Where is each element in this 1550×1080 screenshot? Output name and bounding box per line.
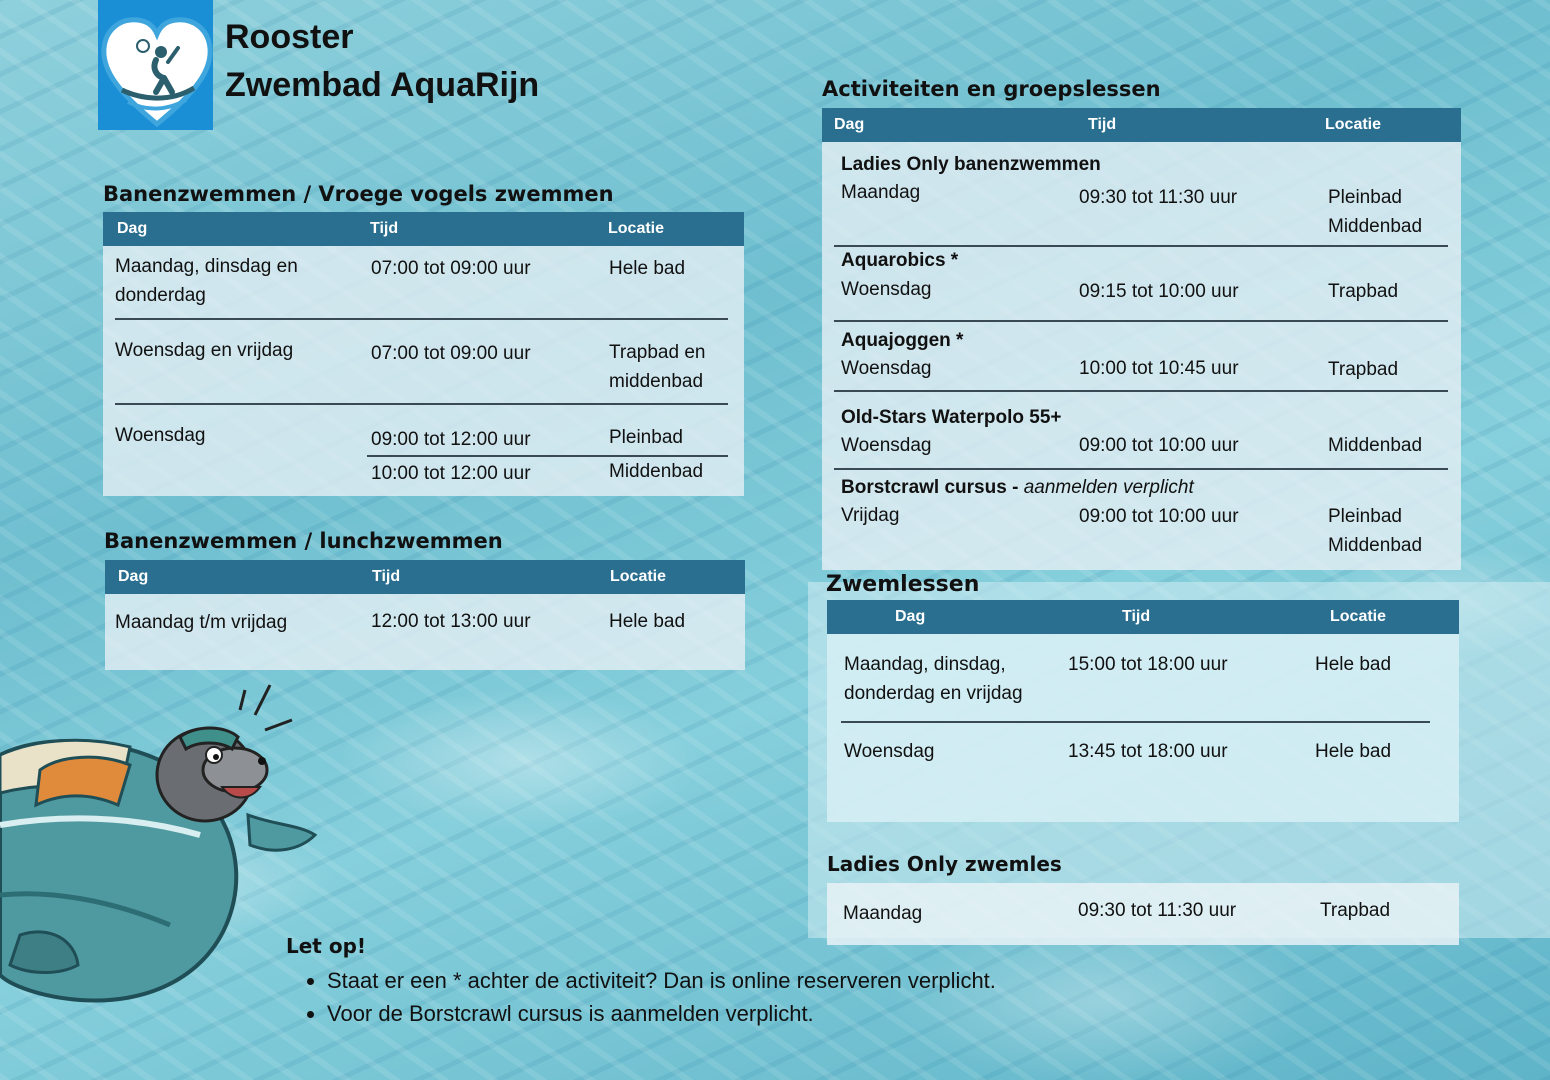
- act3-location: Trapbad: [1328, 359, 1399, 380]
- act3-time: 10:00 tot 10:45 uur: [1079, 358, 1239, 379]
- note-item: • Voor de Borstcrawl cursus is aanmelden verplicht.: [327, 997, 1103, 1030]
- act4-day: Woensdag: [841, 435, 932, 456]
- act5-name: Borstcrawl cursus -: [841, 477, 1019, 498]
- col-location: Locatie: [1330, 608, 1387, 625]
- table-header: [822, 108, 1461, 142]
- act2-time: 09:15 tot 10:00 uur: [1079, 281, 1239, 302]
- table-header: [827, 600, 1459, 634]
- lunch-day: Maandag t/m vrijdag: [115, 612, 288, 633]
- row2-day: Woensdag en vrijdag: [115, 340, 294, 361]
- col-location: Locatie: [608, 220, 665, 237]
- act1-location: Pleinbad Middenbad: [1328, 187, 1423, 237]
- col-day: Dag: [118, 568, 149, 585]
- page-title: Rooster: [225, 18, 354, 56]
- note-item: • Staat er een * achter de activiteit? Dan is online reserveren verplicht.: [327, 964, 1103, 997]
- zwemlessen-title: Zwemlessen: [826, 572, 980, 597]
- col-location: Locatie: [610, 568, 667, 585]
- row1-location: Hele bad: [609, 258, 686, 279]
- notes-list: [303, 964, 1103, 1030]
- act1-name: Ladies Only banenzwemmen: [841, 154, 1101, 175]
- act5-day: Vrijdag: [841, 505, 900, 526]
- act4-name: Old-Stars Waterpolo 55+: [841, 407, 1062, 428]
- lunch-table: [105, 560, 745, 670]
- row-divider: [834, 468, 1448, 470]
- notes-title: Let op!: [286, 934, 367, 958]
- act1-time: 09:30 tot 11:30 uur: [1079, 187, 1238, 208]
- zwemlessen-table: [827, 600, 1459, 822]
- page-subtitle: Zwembad AquaRijn: [225, 66, 540, 104]
- les2-day: Woensdag: [844, 741, 935, 762]
- lunch-location: Hele bad: [609, 611, 686, 632]
- row4-time: 10:00 tot 12:00 uur: [371, 463, 531, 484]
- row-divider: [834, 320, 1448, 322]
- col-time: Tijd: [370, 220, 399, 237]
- row-divider: [115, 403, 728, 405]
- les1-day: Maandag, dinsdag, donderdag en vrijdag: [844, 654, 1023, 704]
- act1-day: Maandag: [841, 182, 921, 203]
- seal-mascot-icon: [0, 675, 320, 1005]
- row2-time: 07:00 tot 09:00 uur: [371, 343, 531, 364]
- act3-name: Aquajoggen *: [841, 330, 964, 351]
- col-location: Locatie: [1325, 116, 1382, 133]
- row2-location: Trapbad en middenbad: [609, 342, 706, 392]
- col-day: Dag: [834, 116, 865, 133]
- act4-time: 09:00 tot 10:00 uur: [1079, 435, 1239, 456]
- row1-time: 07:00 tot 09:00 uur: [371, 258, 531, 279]
- act5-title: [841, 473, 1194, 502]
- vroege-vogels-title: Banenzwemmen / Vroege vogels zwemmen: [103, 182, 614, 206]
- table-header: [105, 560, 745, 594]
- row3-day: Woensdag: [115, 425, 206, 446]
- act5-location: Pleinbad Middenbad: [1328, 506, 1423, 556]
- act2-day: Woensdag: [841, 279, 932, 300]
- row3-time: 09:00 tot 12:00 uur: [371, 429, 531, 450]
- col-time: Tijd: [372, 568, 401, 585]
- act2-location: Trapbad: [1328, 281, 1399, 302]
- activities-title: Activiteiten en groepslessen: [822, 77, 1161, 101]
- ladies-day: Maandag: [843, 903, 923, 924]
- lunch-time: 12:00 tot 13:00 uur: [371, 611, 531, 632]
- act5-name-suffix: aanmelden verplicht: [1023, 477, 1194, 498]
- act4-location: Middenbad: [1328, 435, 1423, 456]
- ladies-zwemles-table: [827, 883, 1459, 945]
- act2-name: Aquarobics *: [841, 250, 959, 271]
- row-divider: [841, 721, 1430, 723]
- ladies-location: Trapbad: [1320, 900, 1391, 921]
- col-time: Tijd: [1088, 116, 1117, 133]
- notes-list-container: [303, 964, 1103, 1030]
- col-time: Tijd: [1122, 608, 1151, 625]
- heart-swimmer-logo-icon: [98, 12, 216, 132]
- activities-table: [822, 108, 1461, 570]
- les1-location: Hele bad: [1315, 654, 1392, 675]
- row3-location: Pleinbad: [609, 427, 683, 448]
- ladies-zwemles-title: Ladies Only zwemles: [827, 852, 1062, 876]
- les2-time: 13:45 tot 18:00 uur: [1068, 741, 1228, 762]
- row4-location: Middenbad: [609, 461, 704, 482]
- ladies-time: 09:30 tot 11:30 uur: [1078, 900, 1237, 921]
- act3-day: Woensdag: [841, 358, 932, 379]
- vroege-vogels-table: [103, 212, 744, 496]
- lunch-title: Banenzwemmen / lunchzwemmen: [104, 529, 503, 553]
- col-day: Dag: [117, 220, 148, 237]
- act5-time: 09:00 tot 10:00 uur: [1079, 506, 1239, 527]
- les1-time: 15:00 tot 18:00 uur: [1068, 654, 1228, 675]
- row-divider: [834, 390, 1448, 392]
- les2-location: Hele bad: [1315, 741, 1392, 762]
- row1-day: Maandag, dinsdag en donderdag: [115, 256, 298, 306]
- col-day: Dag: [895, 608, 926, 625]
- row-divider: [115, 318, 728, 320]
- table-header: [103, 212, 744, 246]
